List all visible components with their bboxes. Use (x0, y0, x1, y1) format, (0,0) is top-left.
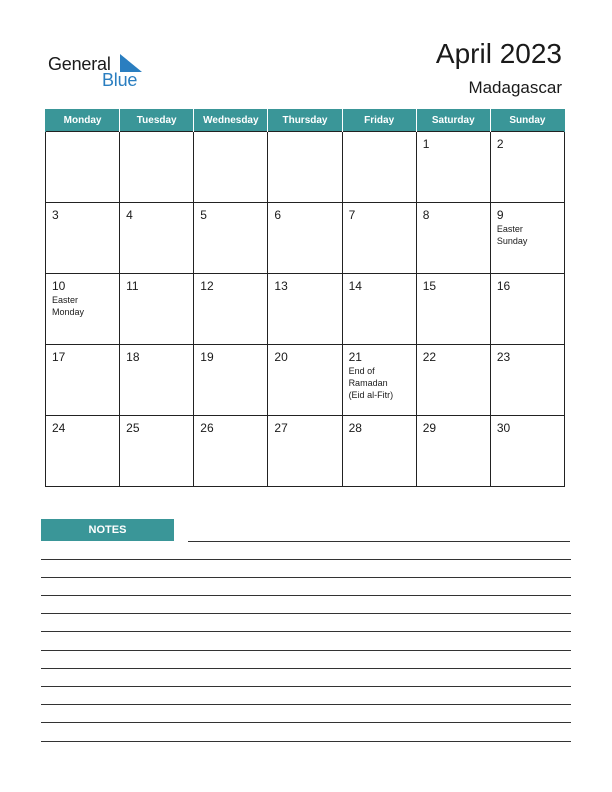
day-cell (490, 132, 564, 203)
day-number: 19 (200, 350, 214, 364)
notes-line (41, 668, 571, 669)
notes-line (41, 722, 571, 723)
day-cell (416, 274, 490, 345)
day-cell (46, 203, 120, 274)
day-cell (194, 132, 268, 203)
day-number: 30 (496, 421, 511, 435)
generalblue-logo (48, 52, 158, 96)
day-cell (120, 203, 194, 274)
day-cell (120, 132, 194, 203)
day-number: 22 (422, 350, 437, 364)
day-number: 14 (348, 279, 362, 293)
day-cell (268, 132, 342, 203)
weekday-header: Sunday (490, 109, 564, 132)
day-cell (46, 274, 120, 345)
weekday-header: Friday (342, 109, 416, 132)
day-number: 15 (422, 279, 437, 293)
day-number: 2 (496, 137, 504, 151)
day-number: 21 (348, 350, 362, 364)
day-cell (194, 274, 268, 345)
day-cell (194, 416, 268, 487)
day-cell (194, 345, 268, 416)
day-number: 7 (348, 208, 356, 222)
day-cell (490, 345, 564, 416)
holiday-label: End of Ramadan (Eid al-Fitr) (348, 366, 394, 400)
weekday-header: Wednesday (194, 109, 268, 132)
day-number: 5 (200, 208, 207, 222)
day-number: 23 (496, 350, 511, 364)
notes-line (41, 595, 571, 596)
notes-line (41, 631, 571, 632)
weekday-header: Saturday (416, 109, 490, 132)
country-name: Madagascar (468, 78, 562, 97)
logo-text-blue: Blue (102, 70, 138, 90)
day-cell (342, 274, 416, 345)
notes-line (41, 741, 571, 742)
weekday-header-row (46, 109, 565, 132)
day-cell (194, 203, 268, 274)
day-cell (416, 132, 490, 203)
week-row (46, 345, 565, 416)
day-number: 10 (52, 279, 66, 293)
day-number: 24 (52, 421, 66, 435)
weekday-header: Thursday (268, 109, 342, 132)
notes-line (41, 704, 571, 705)
day-number: 17 (52, 350, 66, 364)
day-cell (416, 416, 490, 487)
holiday-label: Easter Sunday (496, 224, 528, 246)
day-number: 12 (200, 279, 214, 293)
page-title: April 2023 (435, 38, 562, 69)
day-number: 28 (348, 421, 362, 435)
week-row (46, 132, 565, 203)
day-cell (416, 345, 490, 416)
day-cell (120, 345, 194, 416)
day-cell (342, 132, 416, 203)
day-number: 4 (126, 208, 133, 222)
day-number: 25 (126, 421, 140, 435)
week-row (46, 274, 565, 345)
week-row (46, 203, 565, 274)
day-number: 8 (422, 208, 430, 222)
notes-line (41, 559, 571, 560)
notes-line (41, 613, 571, 614)
day-cell (268, 274, 342, 345)
day-cell (268, 416, 342, 487)
weekday-header: Monday (46, 109, 120, 132)
notes-line (41, 686, 571, 687)
day-number: 26 (200, 421, 214, 435)
day-cell (46, 345, 120, 416)
day-number: 20 (274, 350, 288, 364)
day-number: 27 (274, 421, 288, 435)
holiday-label: Easter Monday (52, 295, 85, 317)
week-row (46, 416, 565, 487)
day-number: 1 (422, 137, 430, 151)
day-cell (46, 416, 120, 487)
day-cell (120, 416, 194, 487)
day-cell (268, 203, 342, 274)
day-cell (490, 274, 564, 345)
day-number: 9 (496, 208, 504, 222)
day-number: 29 (422, 421, 437, 435)
day-cell (268, 345, 342, 416)
day-number: 16 (496, 279, 511, 293)
day-cell (120, 274, 194, 345)
day-cell (342, 345, 416, 416)
day-number: 11 (126, 279, 139, 293)
notes-line (41, 650, 571, 651)
notes-line (188, 541, 570, 542)
day-number: 18 (126, 350, 140, 364)
notes-label: NOTES (41, 519, 174, 541)
day-number: 6 (274, 208, 282, 222)
calendar-grid (45, 109, 565, 487)
day-cell (490, 203, 564, 274)
day-cell (46, 132, 120, 203)
day-cell (342, 416, 416, 487)
notes-line (41, 577, 571, 578)
day-number: 3 (52, 208, 59, 222)
day-cell (342, 203, 416, 274)
day-cell (490, 416, 564, 487)
weekday-header: Tuesday (120, 109, 194, 132)
day-cell (416, 203, 490, 274)
logo-text-general: General (48, 54, 111, 74)
day-number: 13 (274, 279, 288, 293)
